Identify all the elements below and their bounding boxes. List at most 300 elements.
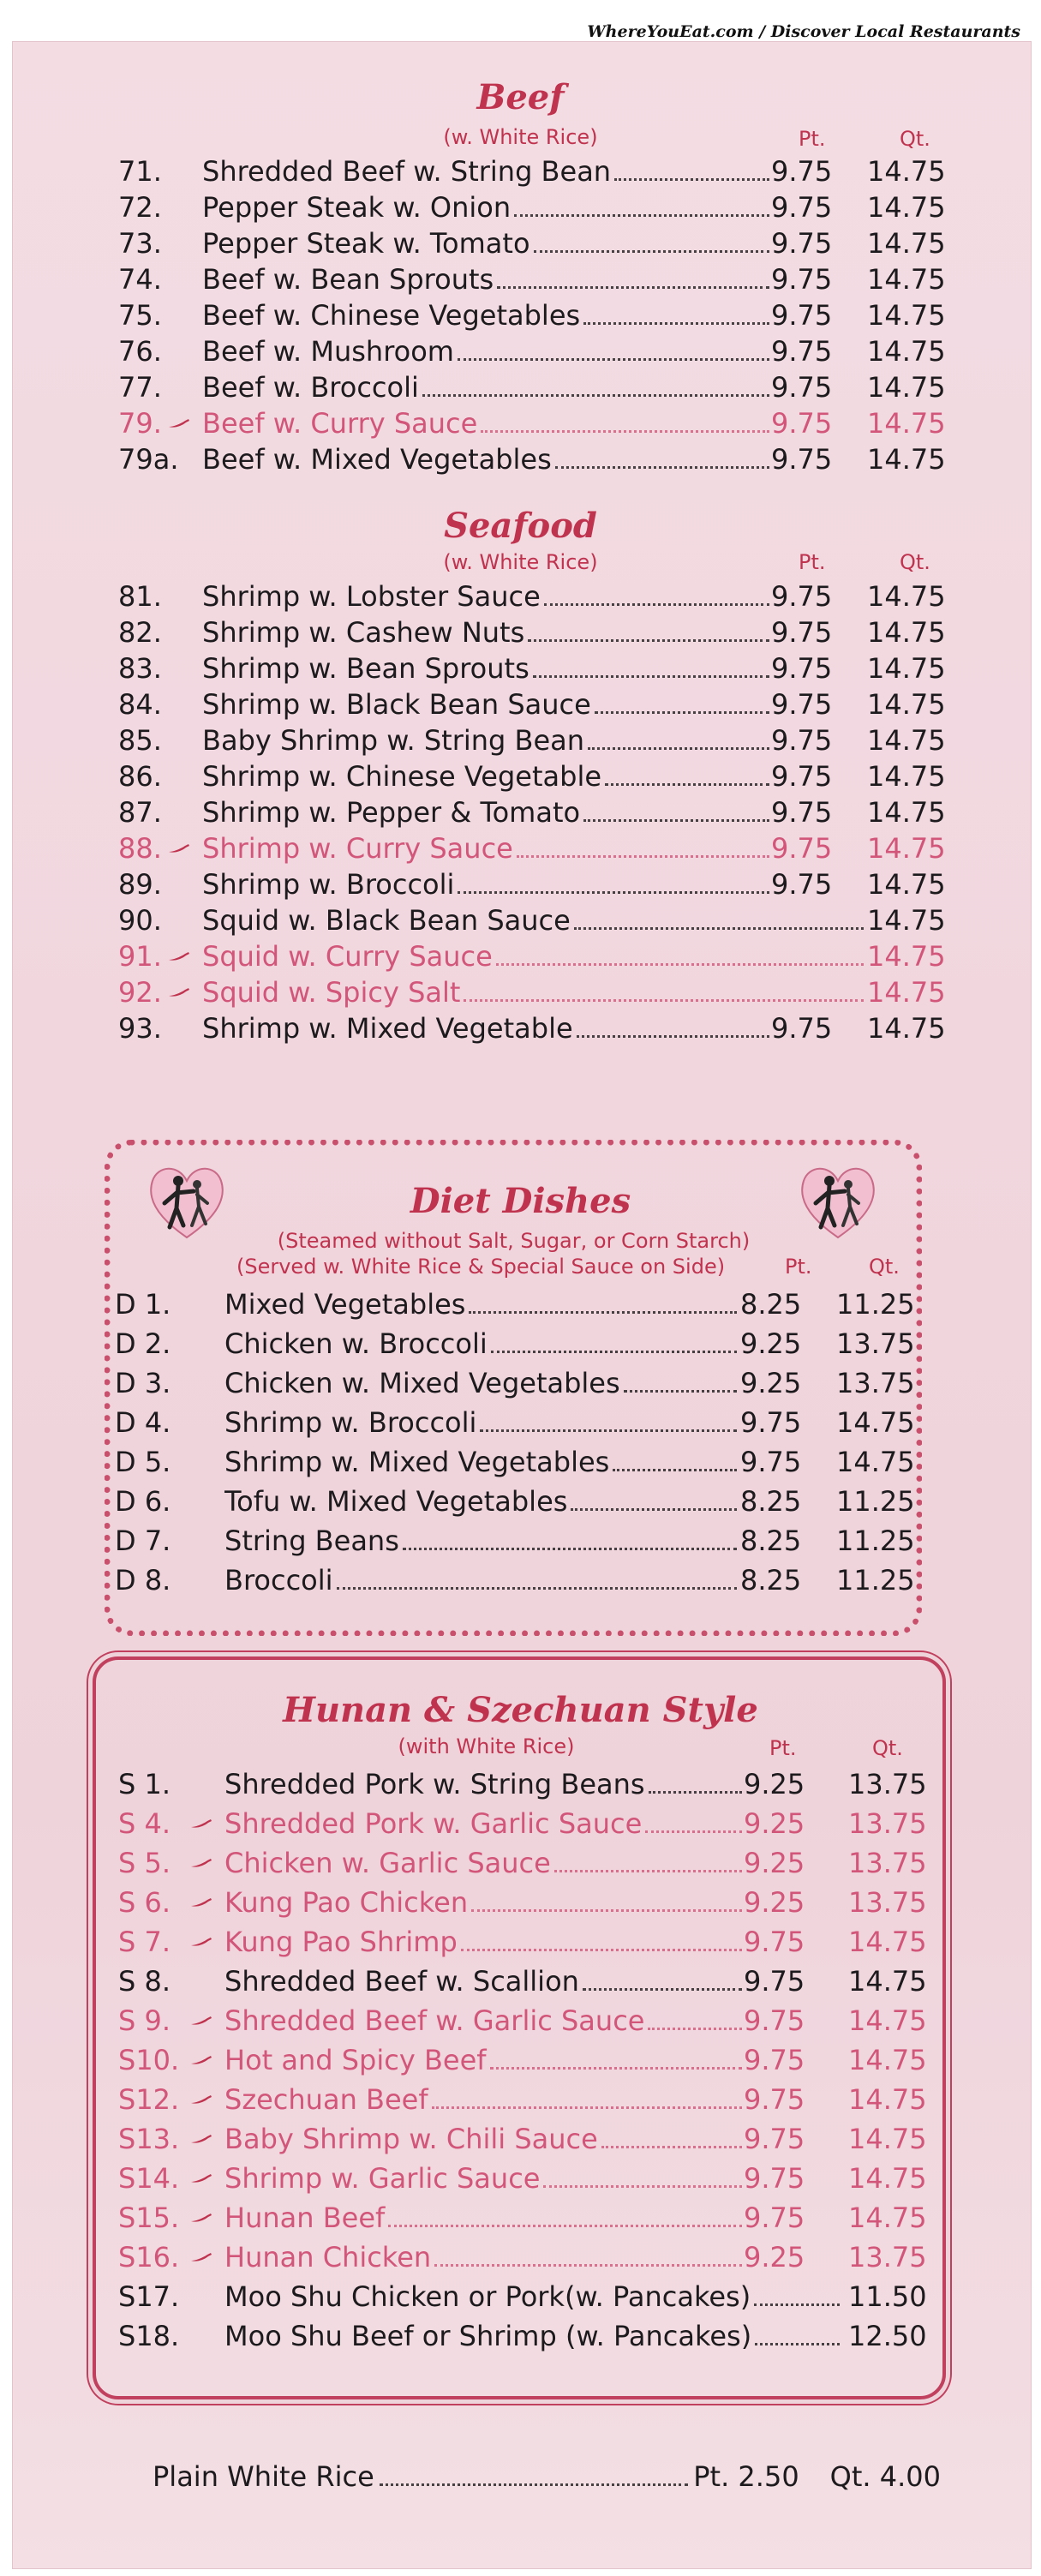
item-number: 82. xyxy=(118,616,162,649)
item-name: Baby Shrimp w. Chili Sauce xyxy=(224,2123,598,2155)
item-number: S18. xyxy=(118,2320,180,2352)
item-number: S17. xyxy=(118,2280,180,2313)
item-name: Tofu w. Mixed Vegetables xyxy=(224,1485,568,1518)
diet-menu-item xyxy=(0,1445,1041,1479)
dot-leader xyxy=(595,687,769,714)
item-number: S12. xyxy=(118,2083,180,2116)
seafood-menu-item xyxy=(0,975,1041,1009)
pint-price: 9.75 xyxy=(740,1406,802,1439)
quart-price: 14.75 xyxy=(848,2123,927,2155)
pint-price: 9.25 xyxy=(740,1327,802,1360)
seafood-subtitle: (w. White Rice) xyxy=(443,550,598,574)
item-name: Shredded Beef w. Scallion xyxy=(224,1965,579,1998)
pint-price: 9.75 xyxy=(744,2162,805,2195)
item-number: 83. xyxy=(118,652,162,685)
dot-leader xyxy=(648,2004,742,2030)
item-name-with-leader xyxy=(202,831,769,866)
pint-price: 9.75 xyxy=(771,371,833,404)
quart-price: 12.50 xyxy=(848,2320,927,2352)
item-name-with-leader xyxy=(202,615,769,650)
item-name-with-leader xyxy=(224,1806,742,1841)
item-name: Shrimp w. Mixed Vegetables xyxy=(224,1446,610,1478)
diet-title: Diet Dishes xyxy=(410,1181,631,1221)
hunan-menu-item xyxy=(0,2004,1041,2038)
quart-price: 13.75 xyxy=(836,1327,915,1360)
seafood-menu-item xyxy=(0,579,1041,614)
chili-pepper-icon xyxy=(190,2055,212,2065)
dot-leader xyxy=(528,615,769,642)
item-name-with-leader xyxy=(224,2122,742,2156)
dot-leader xyxy=(577,1011,769,1038)
item-number: 93. xyxy=(118,1012,162,1045)
quart-price: 14.75 xyxy=(867,760,946,793)
item-name: Chicken w. Garlic Sauce xyxy=(224,1847,551,1879)
quart-price: 14.75 xyxy=(867,940,946,973)
dot-leader xyxy=(544,579,769,606)
item-number: 89. xyxy=(118,868,162,901)
hunan-menu-item xyxy=(0,1964,1041,1998)
item-name: Szechuan Beef xyxy=(224,2083,428,2116)
chili-pepper-icon xyxy=(190,2252,212,2262)
item-name: Beef w. Mushroom xyxy=(202,335,454,368)
item-name-with-leader xyxy=(202,759,769,794)
item-number: S 7. xyxy=(118,1926,171,1958)
hunan-menu-item xyxy=(0,1885,1041,1920)
pint-price: 9.75 xyxy=(771,407,833,440)
dot-leader xyxy=(601,2122,742,2148)
item-number: D 5. xyxy=(115,1446,171,1478)
diet-pt-header: Pt. xyxy=(785,1255,812,1279)
chili-pepper-icon xyxy=(168,843,190,854)
item-number: D 3. xyxy=(115,1367,171,1399)
item-name: Shrimp w. Cashew Nuts xyxy=(202,616,525,649)
dot-leader xyxy=(555,442,769,469)
quart-price: 14.75 xyxy=(867,263,946,296)
hunan-title: Hunan & Szechuan Style xyxy=(283,1690,758,1730)
quart-price: 14.75 xyxy=(867,191,946,224)
pint-price: 8.25 xyxy=(740,1485,802,1518)
pint-price: 9.75 xyxy=(744,2123,805,2155)
chili-pepper-icon xyxy=(190,1858,212,1868)
seafood-menu-item xyxy=(0,723,1041,758)
item-name: Shredded Beef w. String Bean xyxy=(202,155,612,188)
item-name-with-leader xyxy=(202,795,769,830)
item-name: Shrimp w. Bean Sprouts xyxy=(202,652,529,685)
quart-price: 14.75 xyxy=(867,976,946,1009)
quart-price: 14.75 xyxy=(848,2083,927,2116)
dot-leader xyxy=(543,2161,742,2188)
item-name-with-leader xyxy=(202,1011,769,1045)
item-name: Beef w. Broccoli xyxy=(202,371,419,404)
item-name-with-leader xyxy=(224,1405,737,1440)
beef-qt-header: Qt. xyxy=(900,127,930,151)
seafood-menu-item xyxy=(0,651,1041,686)
item-name: Shrimp w. Mixed Vegetable xyxy=(202,1012,573,1045)
item-name: Hunan Beef xyxy=(224,2202,386,2234)
dot-leader xyxy=(755,2319,840,2345)
hunan-pt-header: Pt. xyxy=(769,1736,797,1760)
chili-pepper-icon xyxy=(190,2173,212,2184)
item-number: D 4. xyxy=(115,1406,171,1439)
pint-price: 9.75 xyxy=(771,796,833,829)
pint-price: 9.25 xyxy=(740,1367,802,1399)
item-name: Beef w. Chinese Vegetables xyxy=(202,299,581,332)
item-name: Moo Shu Beef or Shrimp (w. Pancakes) xyxy=(224,2320,752,2352)
pint-price: 9.75 xyxy=(744,1926,805,1958)
item-number: 85. xyxy=(118,724,162,757)
chili-pepper-icon xyxy=(190,1818,212,1829)
item-name-with-leader xyxy=(224,2161,742,2196)
item-name-with-leader xyxy=(202,579,769,614)
hunan-menu-item xyxy=(0,2319,1041,2353)
hunan-menu-item xyxy=(0,2201,1041,2235)
beef-menu-item xyxy=(0,334,1041,368)
item-name: Hot and Spicy Beef xyxy=(224,2044,487,2076)
plain-white-rice-row xyxy=(153,2458,941,2495)
quart-price: 14.75 xyxy=(848,2162,927,2195)
item-name-with-leader xyxy=(224,1964,742,1998)
item-number: 72. xyxy=(118,191,162,224)
quart-price: 13.75 xyxy=(836,1367,915,1399)
item-name-with-leader xyxy=(202,334,769,368)
dot-leader xyxy=(497,262,769,289)
item-name: Pepper Steak w. Tomato xyxy=(202,227,530,260)
item-number: D 2. xyxy=(115,1327,171,1360)
item-number: 73. xyxy=(118,227,162,260)
quart-price: 11.25 xyxy=(836,1288,915,1321)
quart-price: 13.75 xyxy=(848,1847,927,1879)
dot-leader xyxy=(469,1287,737,1314)
item-number: S10. xyxy=(118,2044,180,2076)
quart-price: 14.75 xyxy=(867,688,946,721)
chili-pepper-icon xyxy=(168,951,190,962)
dot-leader xyxy=(605,759,769,786)
pint-price: 9.75 xyxy=(744,2202,805,2234)
quart-price: 14.75 xyxy=(867,443,946,476)
quart-price: 11.25 xyxy=(836,1564,915,1597)
chili-pepper-icon xyxy=(168,987,190,997)
quart-price: 14.75 xyxy=(867,832,946,865)
quart-price: 14.75 xyxy=(836,1446,915,1478)
quart-price: 14.75 xyxy=(867,407,946,440)
item-number: S14. xyxy=(118,2162,180,2195)
dot-leader xyxy=(337,1563,737,1590)
dot-leader xyxy=(496,939,864,966)
item-number: 86. xyxy=(118,760,162,793)
item-number: S 5. xyxy=(118,1847,171,1879)
quart-price: 11.25 xyxy=(836,1525,915,1557)
diet-menu-item xyxy=(0,1405,1041,1440)
item-name-with-leader xyxy=(202,687,769,722)
diet-menu-item xyxy=(0,1563,1041,1597)
diet-qt-header: Qt. xyxy=(869,1255,900,1279)
seafood-menu-item xyxy=(0,831,1041,866)
hunan-menu-item xyxy=(0,2240,1041,2274)
seafood-menu-item xyxy=(0,1011,1041,1045)
beef-subtitle: (w. White Rice) xyxy=(443,125,598,149)
chili-pepper-icon xyxy=(168,418,190,428)
item-number: 77. xyxy=(118,371,162,404)
hunan-menu-item xyxy=(0,2082,1041,2117)
pint-price: 9.75 xyxy=(771,335,833,368)
item-name: Chicken w. Mixed Vegetables xyxy=(224,1367,620,1399)
dot-leader xyxy=(583,795,769,822)
item-number: D 7. xyxy=(115,1525,171,1557)
item-number: D 8. xyxy=(115,1564,171,1597)
item-number: 90. xyxy=(118,904,162,937)
pint-price: 9.75 xyxy=(744,2044,805,2076)
quart-price: 14.75 xyxy=(867,299,946,332)
quart-price: 14.75 xyxy=(867,580,946,613)
beef-menu-item xyxy=(0,298,1041,332)
item-number: S13. xyxy=(118,2123,180,2155)
seafood-qt-header: Qt. xyxy=(900,550,930,574)
item-number: 71. xyxy=(118,155,162,188)
item-number: 81. xyxy=(118,580,162,613)
chili-pepper-icon xyxy=(190,1897,212,1908)
hunan-menu-item xyxy=(0,1925,1041,1959)
quart-price: 14.75 xyxy=(867,155,946,188)
item-number: 88. xyxy=(118,832,162,865)
dot-leader xyxy=(649,1767,742,1794)
seafood-menu-item xyxy=(0,615,1041,650)
diet-menu-item xyxy=(0,1484,1041,1519)
item-number: D 1. xyxy=(115,1288,171,1321)
pint-price: 9.75 xyxy=(771,227,833,260)
rice-pt-price: Pt. 2.50 xyxy=(693,2460,799,2493)
quart-price: 13.75 xyxy=(848,1807,927,1840)
dot-leader xyxy=(458,334,769,361)
dot-leader xyxy=(754,2279,840,2306)
item-name-with-leader xyxy=(224,2082,742,2117)
dot-leader xyxy=(481,406,769,433)
quart-price: 14.75 xyxy=(867,227,946,260)
item-number: 76. xyxy=(118,335,162,368)
item-number: 75. xyxy=(118,299,162,332)
item-name-with-leader xyxy=(224,1366,737,1400)
hunan-menu-item xyxy=(0,1806,1041,1841)
item-name-with-leader xyxy=(224,1484,737,1519)
item-name-with-leader xyxy=(224,1327,737,1361)
item-name: Mixed Vegetables xyxy=(224,1288,466,1321)
pint-price: 9.75 xyxy=(771,580,833,613)
item-name: Baby Shrimp w. String Bean xyxy=(202,724,585,757)
quart-price: 14.75 xyxy=(848,1965,927,1998)
pint-price: 9.75 xyxy=(771,191,833,224)
dot-leader xyxy=(432,2082,742,2109)
seafood-menu-item xyxy=(0,759,1041,794)
quart-price: 14.75 xyxy=(867,904,946,937)
item-number: S 9. xyxy=(118,2004,171,2037)
item-name-with-leader xyxy=(202,723,769,758)
seafood-title: Seafood xyxy=(444,506,597,546)
beef-pt-header: Pt. xyxy=(799,127,826,151)
pint-price: 9.75 xyxy=(771,443,833,476)
item-number: S16. xyxy=(118,2241,180,2273)
dot-leader xyxy=(380,2458,688,2486)
quart-price: 14.75 xyxy=(836,1406,915,1439)
quart-price: 14.75 xyxy=(867,335,946,368)
dot-leader xyxy=(533,651,769,678)
item-number: 74. xyxy=(118,263,162,296)
beef-menu-item xyxy=(0,226,1041,261)
seafood-menu-item xyxy=(0,687,1041,722)
quart-price: 14.75 xyxy=(867,1012,946,1045)
item-number: S 8. xyxy=(118,1965,171,1998)
item-name-with-leader xyxy=(202,190,769,225)
item-name-with-leader xyxy=(224,1767,742,1801)
item-name-with-leader xyxy=(202,867,769,902)
dot-leader xyxy=(403,1524,737,1550)
item-name: Chicken w. Broccoli xyxy=(224,1327,488,1360)
item-name-with-leader xyxy=(202,939,864,973)
beef-menu-item xyxy=(0,154,1041,189)
quart-price: 14.75 xyxy=(867,868,946,901)
dot-leader xyxy=(554,1846,742,1872)
pint-price: 9.75 xyxy=(771,616,833,649)
pint-price: 8.25 xyxy=(740,1525,802,1557)
pint-price: 9.25 xyxy=(744,1886,805,1919)
item-number: S15. xyxy=(118,2202,180,2234)
pint-price: 9.25 xyxy=(744,2241,805,2273)
item-name-with-leader xyxy=(202,226,769,261)
dot-leader xyxy=(388,2201,742,2227)
dot-leader xyxy=(464,975,864,1002)
pint-price: 9.75 xyxy=(744,1965,805,1998)
item-number: 84. xyxy=(118,688,162,721)
hunan-menu-item xyxy=(0,2279,1041,2314)
item-name: Shrimp w. Garlic Sauce xyxy=(224,2162,541,2195)
quart-price: 14.75 xyxy=(867,796,946,829)
quart-price: 13.75 xyxy=(848,1768,927,1800)
beef-menu-item xyxy=(0,370,1041,404)
beef-menu-item xyxy=(0,262,1041,297)
dot-leader xyxy=(471,1885,742,1912)
rice-qt-price: Qt. 4.00 xyxy=(829,2460,941,2493)
dot-leader xyxy=(571,1484,737,1511)
item-name: Kung Pao Chicken xyxy=(224,1886,469,1919)
item-name: Kung Pao Shrimp xyxy=(224,1926,458,1958)
item-name-with-leader xyxy=(202,975,864,1009)
dot-leader xyxy=(583,298,769,325)
item-name: Beef w. Mixed Vegetables xyxy=(202,443,552,476)
item-name: Shredded Pork w. String Beans xyxy=(224,1768,645,1800)
pint-price: 9.75 xyxy=(771,155,833,188)
item-name: Pepper Steak w. Onion xyxy=(202,191,512,224)
pint-price: 9.75 xyxy=(771,1012,833,1045)
seafood-menu-item xyxy=(0,903,1041,938)
item-name-with-leader xyxy=(224,1445,737,1479)
item-name-with-leader xyxy=(202,903,864,938)
quart-price: 11.50 xyxy=(848,2280,927,2313)
pint-price: 9.25 xyxy=(744,1807,805,1840)
quart-price: 14.75 xyxy=(848,2044,927,2076)
dot-leader xyxy=(434,2240,742,2267)
dot-leader xyxy=(480,1405,737,1432)
dot-leader xyxy=(491,1327,737,1353)
item-name: Shrimp w. Curry Sauce xyxy=(202,832,513,865)
dot-leader xyxy=(624,1366,737,1393)
chili-pepper-icon xyxy=(190,2016,212,2026)
pint-price: 9.75 xyxy=(771,688,833,721)
item-name: Shrimp w. Chinese Vegetable xyxy=(202,760,602,793)
item-name: Beef w. Bean Sprouts xyxy=(202,263,494,296)
quart-price: 14.75 xyxy=(867,616,946,649)
item-name-with-leader xyxy=(224,2004,742,2038)
seafood-menu-item xyxy=(0,939,1041,973)
quart-price: 14.75 xyxy=(867,371,946,404)
beef-menu-item xyxy=(0,190,1041,225)
hunan-menu-item xyxy=(0,2161,1041,2196)
dot-leader xyxy=(583,1964,742,1991)
dot-leader xyxy=(422,370,769,397)
item-name-with-leader xyxy=(224,2319,840,2353)
dot-leader xyxy=(613,1445,737,1471)
item-name-with-leader xyxy=(224,2240,742,2274)
dot-leader xyxy=(517,831,769,858)
quart-price: 14.75 xyxy=(867,724,946,757)
item-name: Shrimp w. Broccoli xyxy=(224,1406,477,1439)
hunan-menu-item xyxy=(0,2043,1041,2077)
item-name-with-leader xyxy=(202,406,769,440)
dot-leader xyxy=(574,903,864,930)
dot-leader xyxy=(588,723,769,750)
dot-leader xyxy=(534,226,769,253)
pint-price: 9.25 xyxy=(744,1768,805,1800)
dot-leader xyxy=(645,1806,742,1833)
dot-leader xyxy=(614,154,769,181)
item-name: Shrimp w. Broccoli xyxy=(202,868,455,901)
item-name-with-leader xyxy=(224,2043,742,2077)
diet-menu-item xyxy=(0,1327,1041,1361)
chili-pepper-icon xyxy=(190,1937,212,1947)
pint-price: 9.75 xyxy=(771,868,833,901)
item-number: S 1. xyxy=(118,1768,171,1800)
item-name-with-leader xyxy=(224,2279,840,2314)
item-name: String Beans xyxy=(224,1525,399,1557)
chili-pepper-icon xyxy=(190,2094,212,2105)
quart-price: 13.75 xyxy=(848,1886,927,1919)
item-name-with-leader xyxy=(224,1524,737,1558)
beef-title: Beef xyxy=(476,77,565,117)
pint-price: 9.75 xyxy=(744,2004,805,2037)
quart-price: 13.75 xyxy=(848,2241,927,2273)
item-name: Shredded Beef w. Garlic Sauce xyxy=(224,2004,645,2037)
rice-name: Plain White Rice xyxy=(153,2460,374,2493)
item-name-with-leader xyxy=(224,1287,737,1321)
diet-menu-item xyxy=(0,1287,1041,1321)
pint-price: 8.25 xyxy=(740,1564,802,1597)
item-name-with-leader xyxy=(224,1885,742,1920)
item-name: Beef w. Curry Sauce xyxy=(202,407,478,440)
hunan-subtitle: (with White Rice) xyxy=(398,1734,575,1758)
item-name: Squid w. Curry Sauce xyxy=(202,940,493,973)
quart-price: 14.75 xyxy=(867,652,946,685)
pint-price: 9.75 xyxy=(771,263,833,296)
item-name: Shrimp w. Pepper & Tomato xyxy=(202,796,581,829)
item-name: Squid w. Black Bean Sauce xyxy=(202,904,571,937)
item-number: 79. xyxy=(118,407,162,440)
item-name: Broccoli xyxy=(224,1564,333,1597)
item-name-with-leader xyxy=(202,442,769,476)
chili-pepper-icon xyxy=(190,2134,212,2144)
hunan-menu-item xyxy=(0,2122,1041,2156)
pint-price: 9.75 xyxy=(771,299,833,332)
seafood-menu-item xyxy=(0,795,1041,830)
item-number: 92. xyxy=(118,976,162,1009)
item-name-with-leader xyxy=(202,651,769,686)
item-name-with-leader xyxy=(224,1563,737,1597)
